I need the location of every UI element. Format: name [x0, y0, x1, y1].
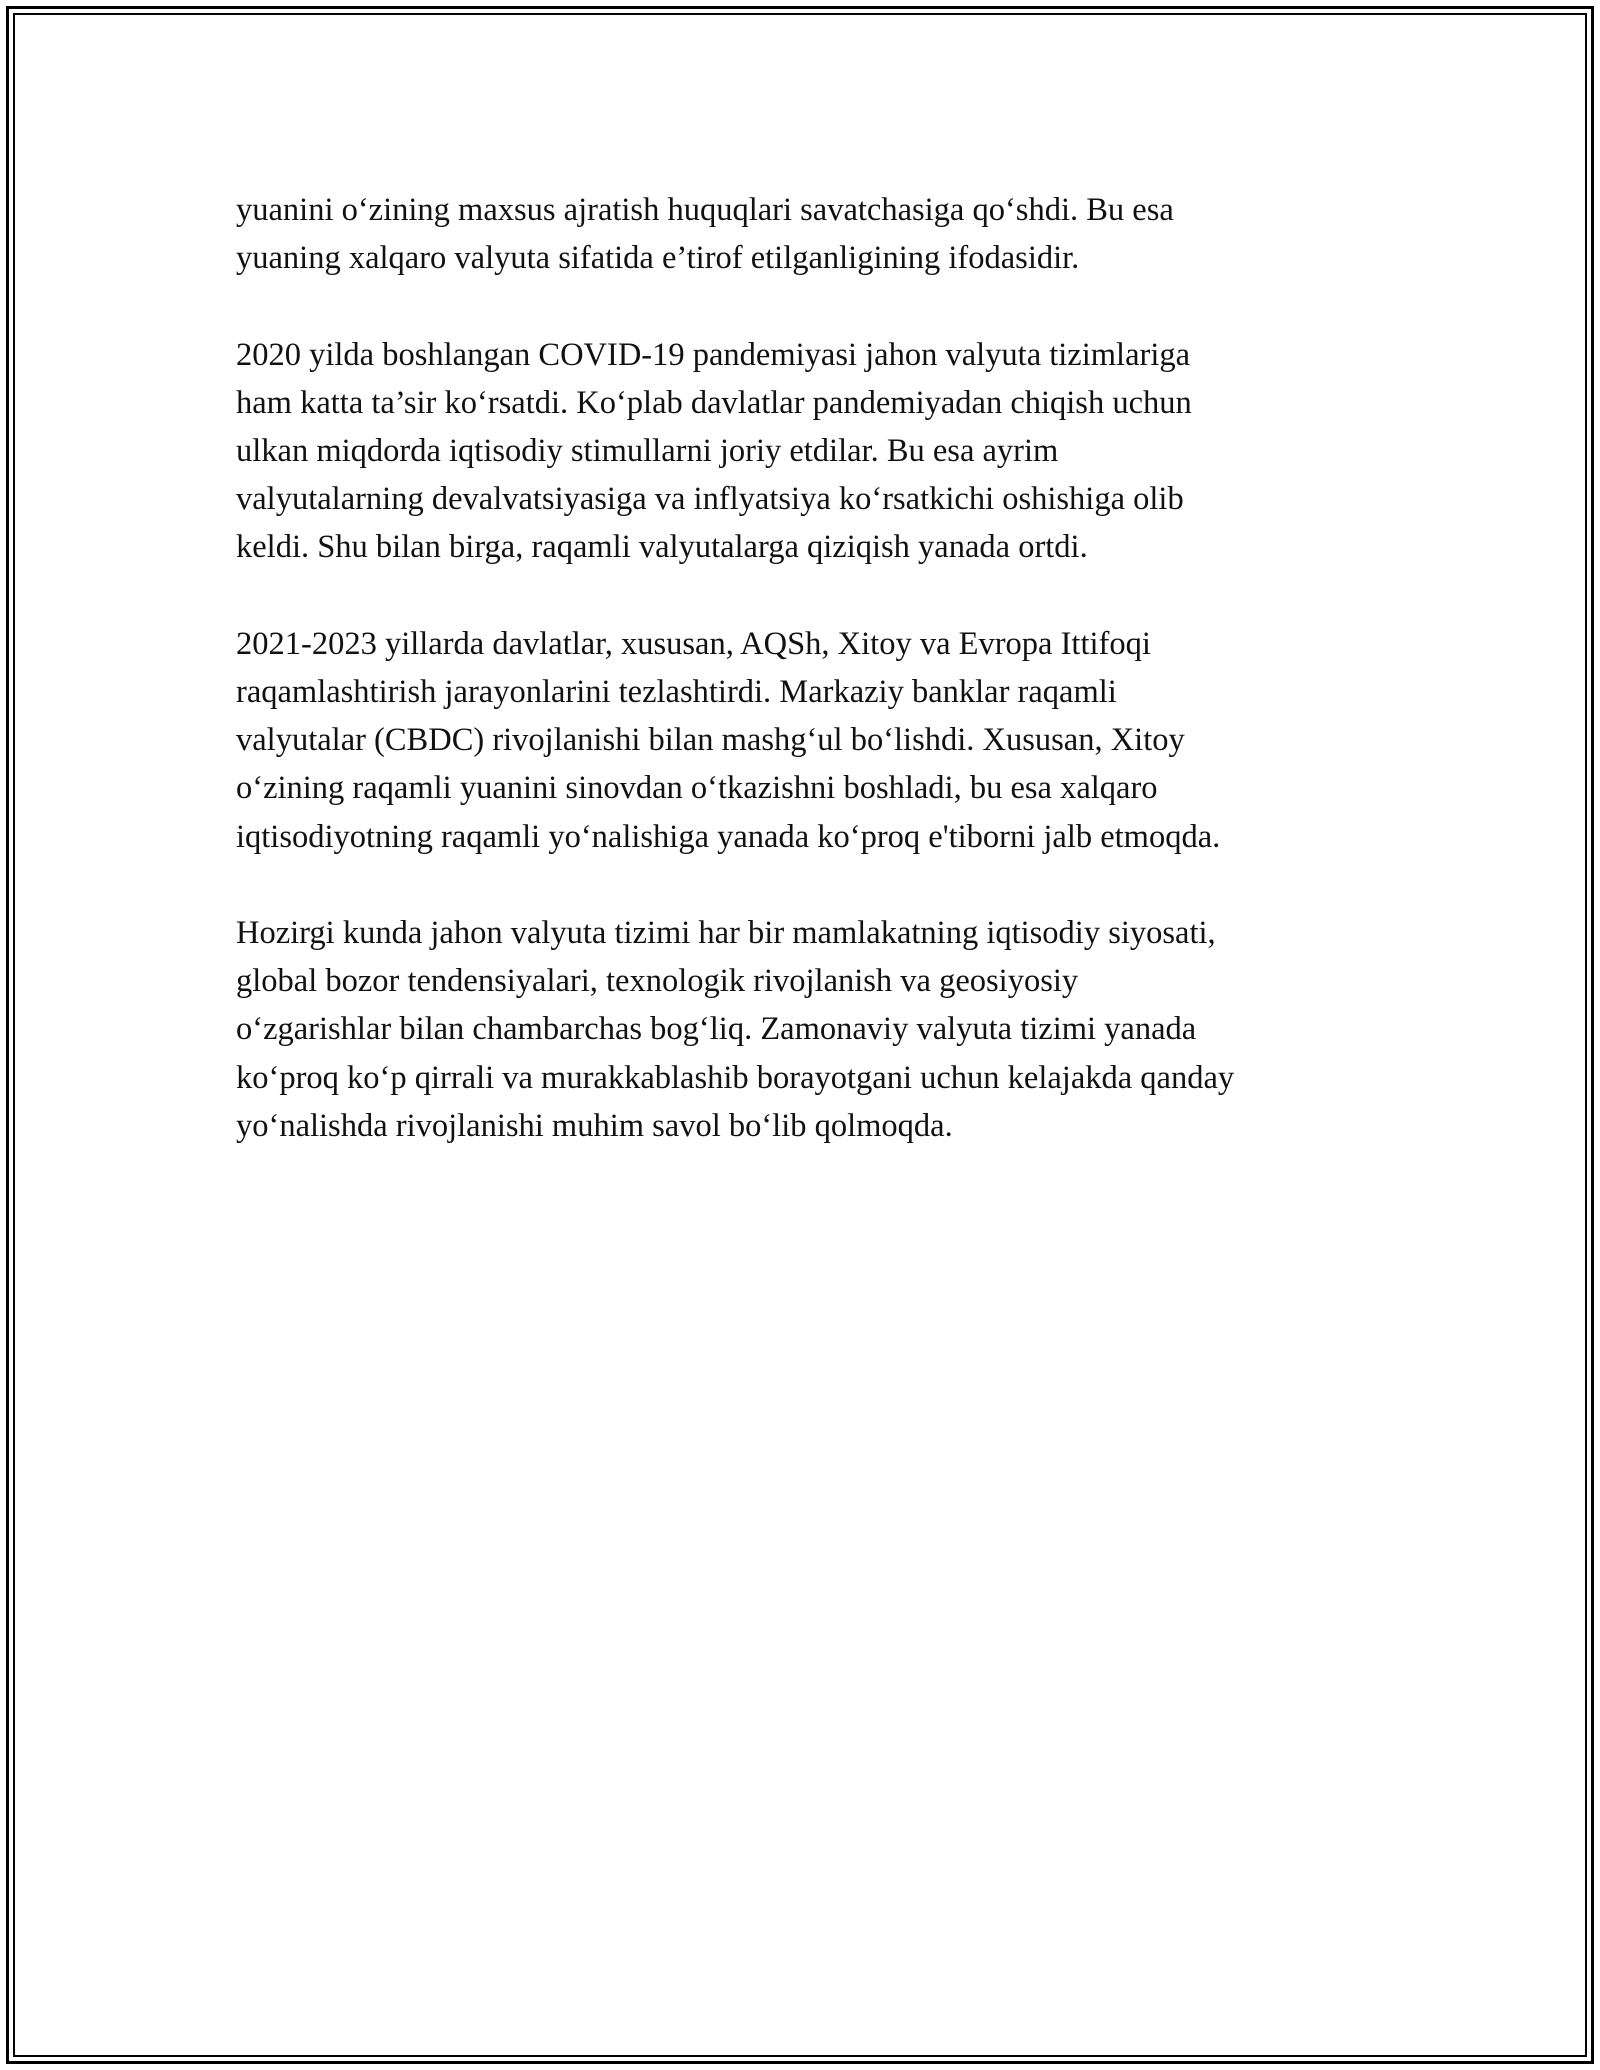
text-line: yuanini o‘zining maxsus ajratish huquqlari savatchasiga qo‘shdi. Bu esa: [236, 192, 1174, 228]
paragraph-2: [236, 331, 1386, 572]
text-line: valyutalar (CBDC) rivojlanishi bilan mashg‘ul bo‘lishdi. Xususan, Xitoy: [236, 722, 1185, 759]
paragraph-4: [236, 909, 1386, 1150]
document-body: [236, 186, 1386, 1198]
text-line: ko‘proq ko‘p qirrali va murakkablashib borayotgani uchun kelajakda qanday: [236, 1059, 1235, 1096]
text-line: valyutalarning devalvatsiyasiga va inflyatsiya ko‘rsatkichi oshishiga olib: [236, 481, 1184, 518]
text-line: global bozor tendensiyalari, texnologik rivojlanish va geosiyosiy: [236, 963, 1079, 1000]
text-line: raqamlashtirish jarayonlarini tezlashtirdi. Markaziy banklar raqamli: [236, 674, 1117, 710]
text-line: o‘zining raqamli yuanini sinovdan o‘tkazishni boshladi, bu esa xalqaro: [236, 770, 1158, 807]
paragraph-3: [236, 620, 1386, 861]
text-line: iqtisodiyotning raqamli yo‘nalishiga yanada ko‘proq e'tiborni jalb etmoqda.: [236, 818, 1221, 855]
text-line: o‘zgarishlar bilan chambarchas bog‘liq. Zamonaviy valyuta tizimi yanada: [236, 1011, 1197, 1048]
text-line: ulkan miqdorda iqtisodiy stimullarni joriy etdilar. Bu esa ayrim: [236, 433, 1059, 469]
text-line: ham katta ta’sir ko‘rsatdi. Ko‘plab davlatlar pandemiyadan chiqish uchun: [236, 384, 1192, 421]
text-line: Hozirgi kunda jahon valyuta tizimi har bir mamlakatning iqtisodiy siyosati,: [236, 915, 1216, 951]
text-line: yo‘nalishda rivojlanishi muhim savol bo‘lib qolmoqda.: [236, 1107, 953, 1144]
text-line: yuaning xalqaro valyuta sifatida e’tirof etilganligining ifodasidir.: [236, 240, 1080, 277]
text-line: 2021-2023 yillarda davlatlar, xususan, AQSh, Xitoy va Evropa Ittifoqi: [236, 625, 1151, 662]
paragraph-1: [236, 186, 1386, 282]
text-line: keldi. Shu bilan birga, raqamli valyutalarga qiziqish yanada ortdi.: [236, 529, 1088, 566]
text-line: 2020 yilda boshlangan COVID-19 pandemiyasi jahon valyuta tizimlariga: [236, 336, 1191, 373]
